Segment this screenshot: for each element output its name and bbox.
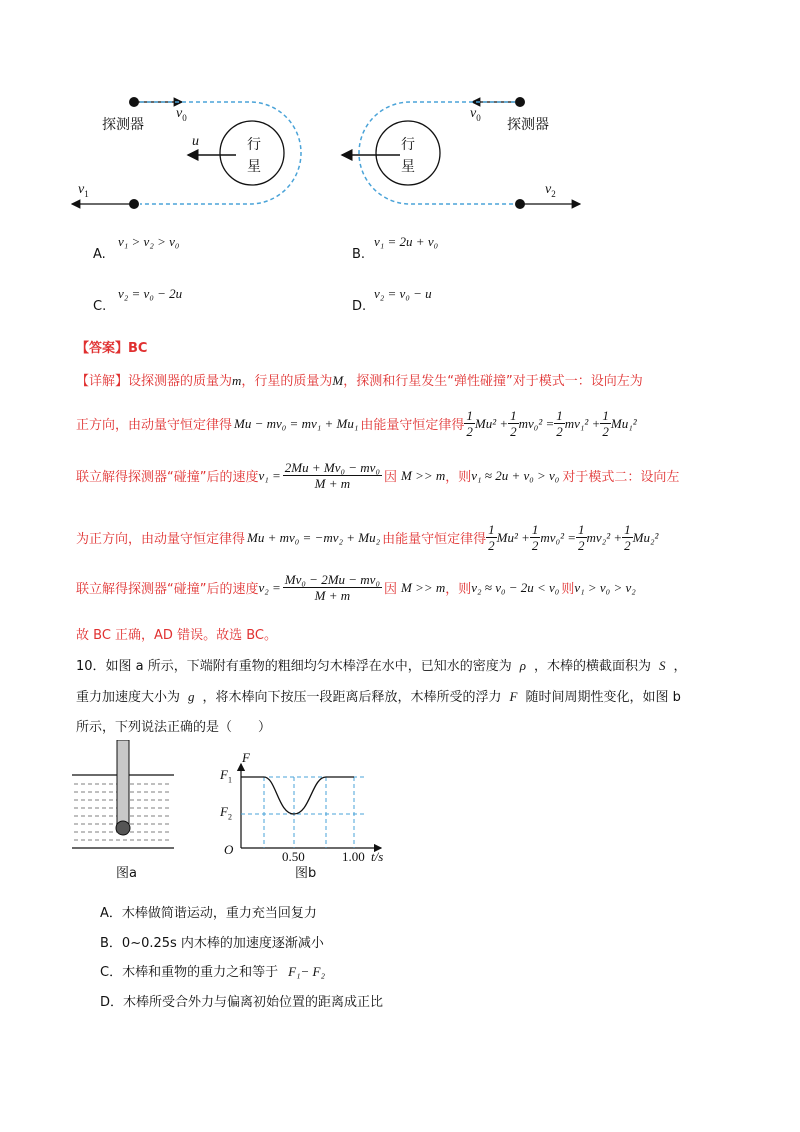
force-curve (241, 777, 354, 814)
fig-b-caption: 图b (295, 866, 317, 881)
graph-F2-label: $F_2$ (220, 804, 232, 822)
probe-dot-left-top (129, 97, 139, 107)
option-b-letter: B. (352, 247, 366, 262)
graph-x-tick-2: 1.00 (342, 849, 365, 864)
probe-label-right: 探测器 (507, 117, 549, 133)
graph-F1-label: $F_1$ (220, 767, 232, 785)
v0-label-right: $v_0$ (470, 106, 481, 123)
planet-label-right-top: 行 (401, 137, 415, 153)
option-c-letter: C. (93, 299, 107, 314)
planet-label-right-bottom: 星 (401, 159, 415, 175)
weight-ball (116, 821, 130, 835)
slingshot-figure (60, 88, 600, 218)
v1-label: $v_1$ (78, 182, 89, 199)
option-d-letter: D. (352, 299, 367, 314)
graph-origin: O (224, 842, 234, 857)
detail-line-3: 联立解得探测器“碰撞”后的速度 v₁ = $\frac{\text{2Mu + Mv₀ − mv₀}}{M + m}$ 因 M >> m ，则 v₁ ≈ 2u + v₀ > v₀ 对于模式二：设向左 (76, 460, 680, 491)
figure-b-graph (216, 758, 386, 858)
option-a-letter: A. (93, 247, 106, 262)
q10-line-2: 重力加速度大小为 g ，将木棒向下按压一段距离后释放，木棒所受的浮力 F 随时间周期性变化，如图 b (76, 689, 681, 705)
graph-x-unit: t/s (371, 849, 384, 864)
q10-line-1: 10．如图 a 所示，下端附有重物的粗细均匀木棒浮在水中，已知水的密度为 ρ ，木棒的横截面积为 S ， (76, 658, 687, 674)
q10-option-a: A．木棒做简谐运动，重力充当回复力 (100, 906, 317, 921)
option-a-formula: v₁ > v₂ > v₀ (118, 234, 180, 249)
figure-a (72, 740, 182, 860)
v2-label: $v_2$ (545, 182, 556, 199)
graph-x-tick-1: 0.50 (282, 849, 305, 864)
probe-label-left: 探测器 (102, 117, 144, 133)
probe-dot-right-top (515, 97, 525, 107)
conclusion: 故 BC 正确，AD 错误。故选 BC。 (76, 628, 277, 643)
fig-a-caption: 图a (116, 866, 137, 881)
option-c-formula: v₂ = v₀ − 2u (118, 286, 183, 301)
detail-line-4: 为正方向，由动量守恒定律得 Mu + mv₀ = −mv₂ + Mu₂ 由能量守恒定律得 $\frac{1}{2}$ Mu² + $\frac{1}{2}$ mv₀² = $\frac{1}{2}$ mv₂² + $\frac{1}{2}$ Mu₂² (76, 522, 659, 553)
detail-line-2: 正方向，由动量守恒定律得 Mu − mv₀ = mv₁ + Mu₁ 由能量守恒定律得 $\frac{1}{2}$ Mu² + $\frac{1}{2}$ mv₀² = $\frac{1}{2}$ mv₁² + $\frac{1}{2}$ Mu₁² (76, 408, 637, 439)
q10-line-3: 所示，下列说法正确的是（ ） (76, 720, 272, 735)
planet-label-left-bottom: 星 (247, 159, 261, 175)
wooden-rod (117, 740, 129, 824)
graph-y-label: F (242, 750, 250, 765)
q10-option-b: B．0~0.25s 内木棒的加速度逐渐减小 (100, 936, 324, 951)
q10-option-d: D．木棒所受合外力与偏离初始位置的距离成正比 (100, 995, 384, 1010)
planet-label-left-top: 行 (247, 137, 261, 153)
v0-label-left: $v_0$ (176, 106, 187, 123)
detail-line-1: 【详解】设探测器的质量为m，行星的质量为M，探测和行星发生“弹性碰撞”对于模式一：设向左为 (76, 373, 643, 389)
option-d-formula: v₂ = v₀ − u (374, 286, 432, 301)
option-b-formula: v₁ = 2u + v₀ (374, 234, 439, 249)
u-label: u (192, 134, 199, 149)
q10-option-c: C．木棒和重物的重力之和等于 F₁− F₂ (100, 964, 326, 980)
answer-label: 【答案】BC (76, 341, 148, 356)
detail-line-5: 联立解得探测器“碰撞”后的速度 v₂ = $\frac{\text{Mv₀ − 2Mu − mv₀}}{M + m}$ 因 M >> m ，则 v₂ ≈ v₀ − 2u < v₀ 则 v₁ > v₀ > v₂ (76, 572, 636, 603)
